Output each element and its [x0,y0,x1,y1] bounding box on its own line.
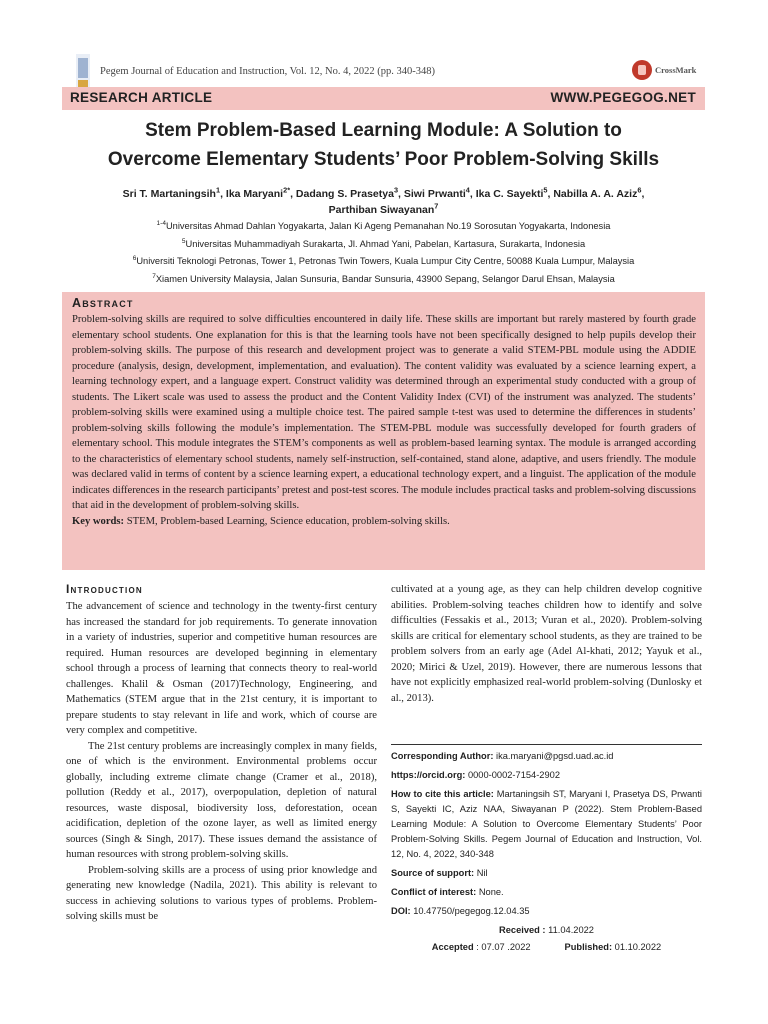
doi-link[interactable]: 10.47750/pegegog.12.04.35 [413,906,530,916]
left-column [66,582,377,925]
orcid-label[interactable]: https://orcid.org: [391,770,466,780]
journal-citation-line: Pegem Journal of Education and Instruction, Vol. 12, No. 4, 2022 (pp. 340-348) [100,66,435,77]
author-sup: 5 [543,185,548,195]
article-info-box [391,744,702,955]
introduction-heading: Introduction [66,582,143,596]
received-line [391,923,702,938]
author-sup: 6 [637,185,642,195]
affiliation-text: Xiamen University Malaysia, Jalan Sunsuria, Bandar Sunsuria, 43900 Sepang, Selangor Darul Ehsan, Malaysia [155,273,615,284]
received-value: 11.04.2022 [548,925,594,935]
author-name: Dadang S. Prasetya [295,188,394,200]
doi-label: DOI: [391,906,411,916]
received-label: Received : [499,925,546,935]
cite-line [391,787,702,862]
support-line [391,866,702,881]
keywords-value: STEM, Problem-based Learning, Science education, problem-solving skills. [126,515,450,527]
crossmark-badge[interactable] [632,60,696,80]
support-value: Nil [476,868,488,878]
affiliation-item [62,271,705,289]
keywords-label: Key words: [72,515,125,527]
journal-website-link[interactable]: WWW.PEGEGOG.NET [550,90,696,105]
accepted-value: : 07.07 .2022 [476,942,531,952]
affiliation-sup: 5 [181,237,186,245]
affiliation-text: Universitas Muhammadiyah Surakarta, Jl. Ahmad Yani, Pabelan, Kartasura, Surakarta, Indonesia [185,238,586,249]
title-line-1: Stem Problem-Based Learning Module: A Solution to [145,120,622,141]
abstract-heading: Abstract [72,296,134,310]
conflict-value: None. [478,887,504,897]
affiliation-item [62,218,705,236]
author-name: Ika Maryani [225,188,284,200]
title-line-2: Overcome Elementary Students’ Poor Problem-Solving Skills [107,149,660,170]
affiliation-sup: 6 [132,254,137,262]
published-value: 01.10.2022 [614,942,662,952]
orcid-value: 0000-0002-7154-2902 [467,770,560,780]
keywords-line [72,514,696,530]
corresponding-label: Corresponding Author: [391,751,494,761]
author-name: Sri T. Martaningsih [122,188,216,200]
affiliation-text: Universiti Teknologi Petronas, Tower 1, Petronas Twin Towers, Kuala Lumpur City Centre, 50088 Kuala Lumpur, Malaysia [136,256,635,266]
affiliation-item [62,253,705,271]
author-name: Ika C. Sayekti [475,188,544,200]
intro-paragraph-1: The advancement of science and technology in the twenty-first century has increased the standard for job requirements. To generate innovation in a variety of industries, superior and competitive human resources are required. Human resources are developed beginning in elementary school through a process of learning that connects theory to real-world challenges. Khalil & Osman (2017)Technology, Engineering, and Mathematics (STEM argue that in the 21st century, it is important to prepare students to stay relevant in life and work, which of course are very complex and competitive. [66,601,377,736]
affiliation-sup: 7 [152,272,156,280]
abstract-text: Problem-solving skills are required to solve difficulties encountered in daily life. These skills are important but rarely mastered by fourth grade elementary school students. One explanation for this is that the learning tools have not been specifically designed to help pupils develop their problem-solving skills. The purpose of this research and development project was to generate a valid STEM-PBL module using the ADDIE procedure (analysis, design, development, implementation, and evaluation). The content validity was evaluated by a science learning expert, a learning technology expert, and a language expert. Construct validity was determined through an experimental study conducted with a group of students. The Likert scale was used to assess the product and the Content Validity Index (CVI) of the instrument was analyzed. The students’ problem-solving skills were examined using a multiple choice test. The paired sample t-test was used to determine the differences in students’ problem-solving skills following the module’s implementation. The STEM-PBL module was successfully developed for fourth graders of elementary school. This module integrates the STEM’s components as well as problem-based learning syntax. The module is arranged according to the characteristics of elementary school students, namely self-instruction, self-contained, stand alone, adaptive, and users friendly. The module was declared valid in terms of content by a science learning expert, a educational technology expert, and a linguist. The application of the module indicates differences in the research participants’ pretest and post-test scores. The module includes practical tasks and problem-solving discussions that aid in the development of problem-solving skills. [72,314,696,511]
crossmark-icon [632,60,652,80]
author-sup: 1 [215,185,221,195]
article-type-banner [62,87,705,110]
conflict-line [391,885,702,900]
research-article-label: RESEARCH ARTICLE [70,90,213,105]
affiliation-sup: 1-4 [156,219,166,227]
cite-value: Martaningsih ST, Maryani I, Prasetya DS, Prwanti S, Sayekti IC, Aziz NAA, Siwayanan P (2022). Stem Problem-Based Learning Module: A Solution to Overcome Elementary Students’ Poor Problem-Solving Skills. Pegem Journal of Education and Instruction, Vol. 12, No. 4, 2022, 340-348 [391,789,702,859]
author-name: Parthiban Siwayanan [328,204,435,216]
abstract-box [62,292,705,570]
intro-paragraph-2: The 21st century problems are increasingly complex in many fields, one of which is the environment. Environmental problems occur globally, including extreme climate change (Cramer et al., 2018), pollution (Reddy et al., 2017), overpopulation, depletion of natural resources, waste disposal, biodiversity loss, deforestation, ocean acidification, depletion of the ozone layer, as well as limited energy sources (Singh & Singh, 2017). These issues demand the assistance of human resources with strong problem-solving skills. [66,740,377,860]
support-label: Source of support: [391,868,475,878]
corresponding-author [391,749,702,764]
author-name: Nabilla A. A. Aziz [553,188,638,200]
intro-paragraph-4: cultivated at a young age, as they can help children develop cognitive abilities. Problem-solving teaches children how to identify and solve difficulties (Fessakis et al., 2013; Vuran et al., 2020). Problem-solving skills are critical for elementary school students, as they are trained to be problem solvers from an early age (Adel Al-khati, 2012; Yayuk et al., 2020; Mirici & Uzel, 2019). However, there are numerous lessons that have not explicitly emphasized real-world problem-solving (Dunlosky et al., 2013). [391,584,702,704]
orcid-line [391,768,702,783]
author-name: Siwi Prwanti [403,188,466,200]
intro-paragraph-3: Problem-solving skills are a process of using prior knowledge and generating new knowledge (Nadila, 2021). This ability is relevant to success in achieving solutions to various types of problems. Problem-solving skills must be [66,864,377,922]
article-title [62,116,705,174]
corresponding-email-link[interactable]: ika.maryani@pgsd.uad.ac.id [496,751,614,761]
affiliation-text: Universitas Ahmad Dahlan Yogyakarta, Jalan Ki Ageng Pemanahan No.19 Sorosutan Yogyakarta, Indonesia [165,221,611,231]
author-sup: 4 [465,185,470,195]
accepted-published-line [391,940,702,955]
conflict-label: Conflict of interest: [391,887,477,897]
right-column [391,582,702,706]
affiliation-item [62,236,705,254]
author-list: Sri T. Martaningsih$^1$, Ika Maryani$^{2*}$, Dadang S. Prasetya$^3$, Siwi Prwanti$^4$, Ika C. Sayekti$^5$, Nabilla A. A. Aziz$^6$, Parthiban Siwayanan$^7$ [122,185,645,216]
cite-label: How to cite this article: [391,789,494,799]
author-sup: 7 [434,201,439,211]
affiliation-list [62,218,705,288]
author-sup: 2* [283,185,291,195]
accepted-label: Accepted [431,942,474,952]
crossmark-label: CrossMark [655,65,697,75]
published-label: Published: [564,942,613,952]
author-sup: 3 [393,185,399,195]
doi-line [391,904,702,919]
